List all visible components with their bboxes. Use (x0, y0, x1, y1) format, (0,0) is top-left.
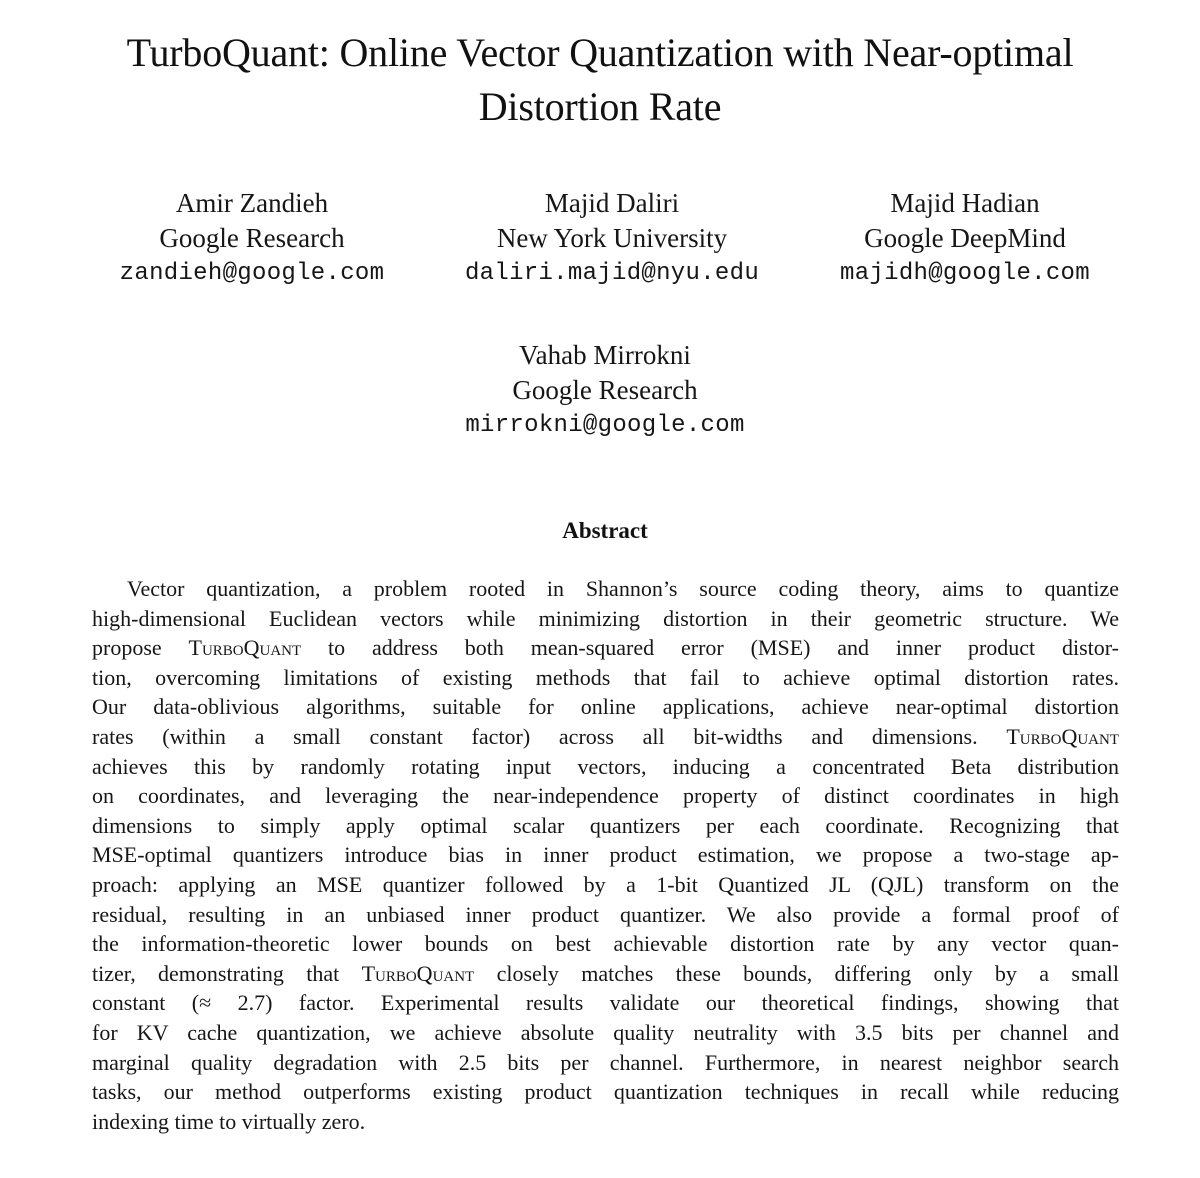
author-name: Amir Zandieh (175, 188, 329, 218)
abstract-text: indexing time to virtually zero. (92, 1108, 366, 1134)
abstract-text: Our data-oblivious algorithms, suitable for online applications, achieve near-optimal distortion (92, 694, 1119, 720)
abstract-line (92, 870, 1119, 900)
abstract-line (92, 900, 1119, 930)
abstract-text: MSE-optimal quantizers introduce bias in inner product estimation, we propose a two-stage ap- (92, 842, 1119, 868)
title-line-1: TurboQuant: Online Vector Quantization with Near-optimal (126, 30, 1074, 75)
abstract-text: marginal quality degradation with 2.5 bits per channel. Furthermore, in nearest neighbor search (92, 1049, 1119, 1075)
abstract-text: to address both mean-squared error (MSE) and inner product distor- (301, 635, 1119, 661)
abstract-text: constant (≈ 2.7) factor. Experimental results validate our theoretical findings, showing that (92, 990, 1119, 1016)
abstract-heading: Abstract (562, 518, 648, 543)
abstract-text: Vector quantization, a problem rooted in Shannon’s source coding theory, aims to quantize (127, 576, 1119, 601)
abstract-text: rates (within a small constant factor) across all bit-widths and dimensions. (92, 723, 1007, 749)
abstract-text: residual, resulting in an unbiased inner product quantizer. We also provide a formal proof of (92, 901, 1119, 927)
abstract-line (92, 752, 1119, 782)
abstract-line (92, 1107, 1119, 1137)
abstract-line (92, 988, 1119, 1018)
abstract-line (92, 1048, 1119, 1078)
abstract-text: achieves this by randomly rotating input vectors, inducing a concentrated Beta distribution (92, 753, 1119, 779)
author-block-zandieh (72, 186, 432, 291)
author-block-hadian (785, 186, 1145, 291)
author-email[interactable]: mirrokni@google.com (465, 412, 745, 439)
method-name: TurboQuant (1006, 723, 1119, 749)
abstract-text: tasks, our method outperforms existing product quantization techniques in recall while reducing (92, 1079, 1119, 1105)
author-affiliation: Google Research (512, 375, 698, 405)
abstract-line (92, 722, 1119, 752)
paper-title (0, 26, 1200, 134)
abstract-text: tion, overcoming limitations of existing methods that fail to achieve optimal distortion rates. (92, 664, 1119, 690)
author-name: Vahab Mirrokni (519, 340, 691, 370)
method-name: TurboQuant (361, 960, 475, 986)
author-email[interactable]: daliri.majid@nyu.edu (464, 260, 760, 287)
abstract-line (92, 781, 1119, 811)
abstract-body (92, 574, 1119, 1136)
abstract-line (92, 1018, 1119, 1048)
author-email[interactable]: zandieh@google.com (119, 260, 385, 287)
author-name: Majid Daliri (544, 188, 680, 218)
author-affiliation: Google DeepMind (864, 223, 1066, 253)
author-block-daliri (432, 186, 792, 291)
title-line-2: Distortion Rate (478, 84, 722, 129)
abstract-line (92, 692, 1119, 722)
method-name: TurboQuant (188, 635, 302, 661)
abstract-line (92, 929, 1119, 959)
abstract-text: on coordinates, and leveraging the near-independence property of distinct coordinates in high (92, 783, 1119, 809)
abstract-text: tizer, demonstrating that (92, 960, 362, 986)
author-affiliation: Google Research (159, 223, 345, 253)
abstract-text: propose (92, 635, 189, 661)
abstract-line (92, 663, 1119, 693)
abstract-line (92, 959, 1119, 989)
abstract-text: high-dimensional Euclidean vectors while minimizing distortion in their geometric structure. We (92, 605, 1119, 631)
abstract-line (92, 574, 1119, 604)
abstract-line (92, 840, 1119, 870)
abstract-text: proach: applying an MSE quantizer followed by a 1-bit Quantized JL (QJL) transform on the (92, 871, 1119, 897)
author-block-mirrokni (425, 338, 785, 443)
abstract-line (92, 1077, 1119, 1107)
author-name: Majid Hadian (890, 188, 1040, 218)
abstract-text: dimensions to simply apply optimal scalar quantizers per each coordinate. Recognizing that (92, 812, 1119, 838)
abstract-text: for KV cache quantization, we achieve absolute quality neutrality with 3.5 bits per channel and (92, 1019, 1119, 1045)
abstract-line (92, 811, 1119, 841)
abstract-line (92, 633, 1119, 663)
abstract-text: the information-theoretic lower bounds on best achievable distortion rate by any vector quan- (92, 931, 1119, 957)
abstract-text: closely matches these bounds, differing only by a small (474, 960, 1119, 986)
abstract-line (92, 604, 1119, 634)
author-email[interactable]: majidh@google.com (840, 260, 1090, 287)
author-affiliation: New York University (496, 223, 728, 253)
